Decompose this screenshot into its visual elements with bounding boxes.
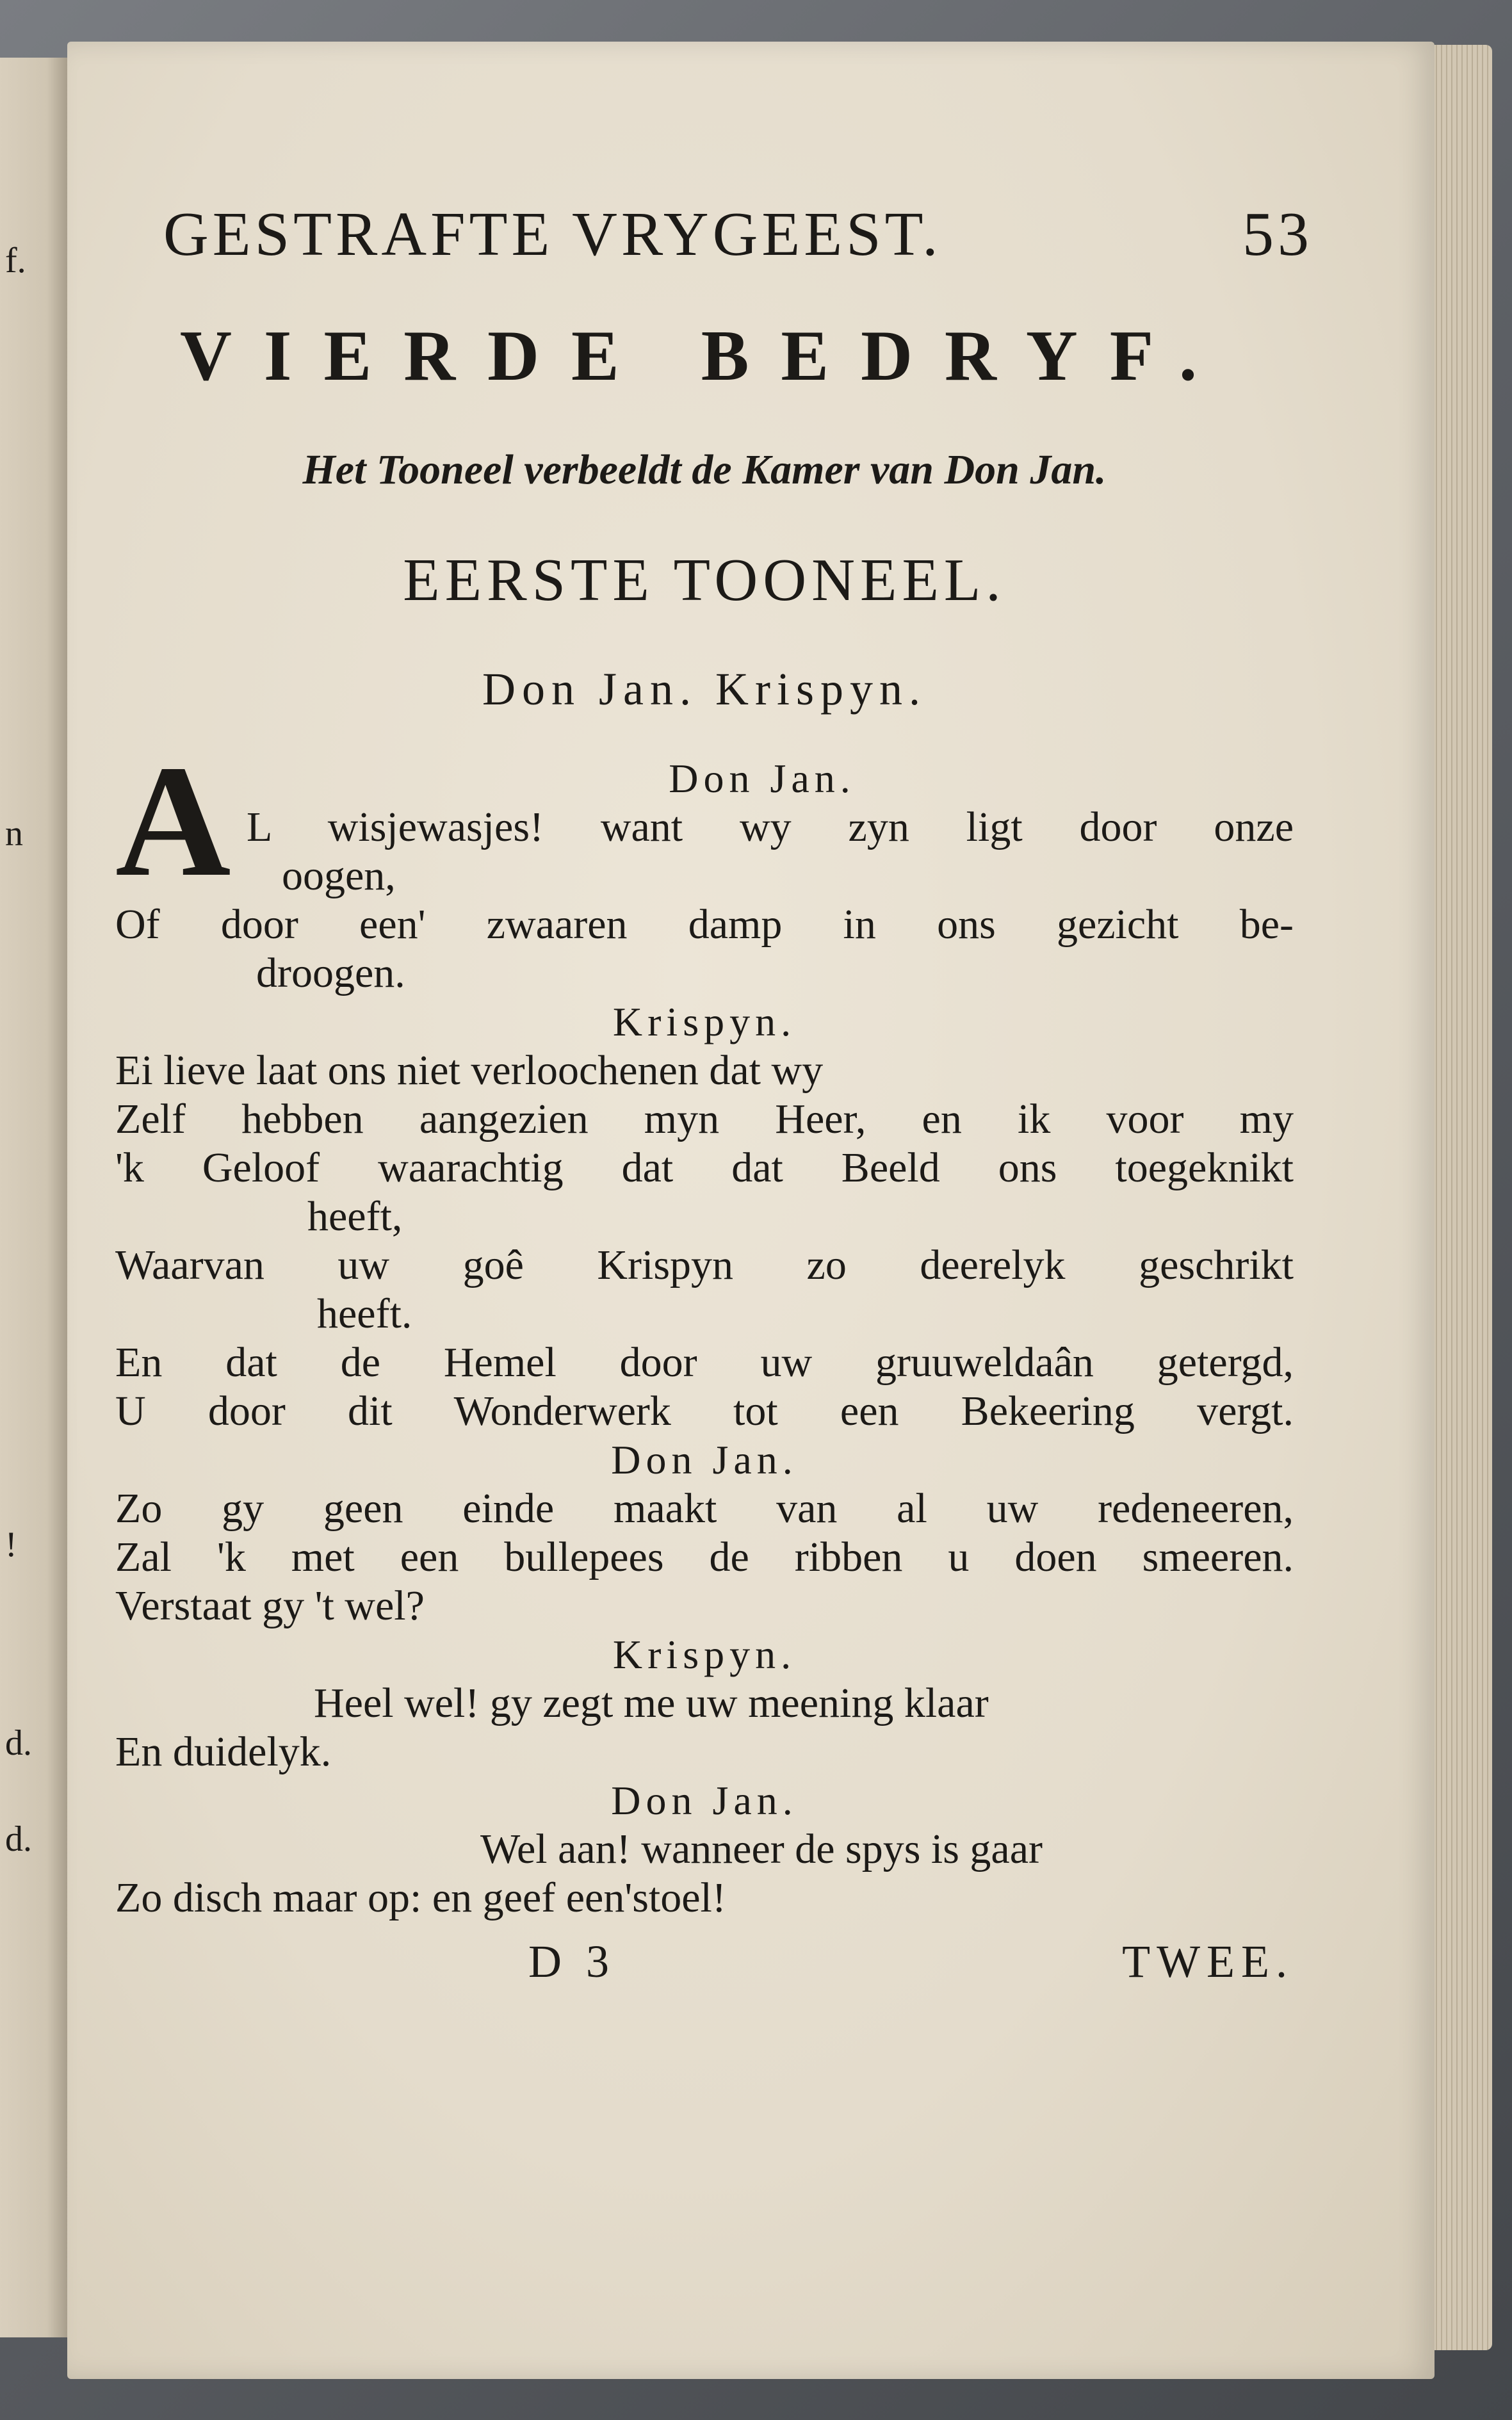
- verse-line: Zo gy geen einde maakt van al uw redeneeren,: [115, 1485, 1294, 1532]
- speaker-name: Don Jan.: [669, 756, 856, 801]
- character-list: Don Jan. Krispyn.: [482, 663, 927, 715]
- page-number: 53: [1242, 200, 1313, 269]
- page-footer: [115, 1935, 1294, 1988]
- left-page-fragment: f.: [5, 241, 26, 280]
- act-title: VIERDE BEDRYF.: [180, 316, 1229, 396]
- scene-title: EERSTE TOONEEL.: [403, 547, 1006, 613]
- verse-line: Zelf hebben aangezien myn Heer, en ik voor my: [115, 1096, 1294, 1142]
- verse-line: En dat de Hemel door uw gruuweldaân getergd,: [115, 1339, 1294, 1386]
- verse-line: L wisjewasjes! want wy zyn ligt door onze: [247, 804, 1294, 850]
- dialogue-block: [115, 1630, 1294, 1776]
- drop-cap: A: [115, 733, 231, 910]
- verse-line: droogen.: [256, 950, 405, 996]
- verse-line: Of door een' zwaaren damp in ons gezicht be-: [115, 901, 1294, 948]
- catchword: TWEE.: [1122, 1936, 1294, 1987]
- dialogue-block: [115, 1436, 1294, 1630]
- verse-line: heeft.: [317, 1290, 412, 1337]
- dialogue-block: [115, 1776, 1294, 1922]
- left-page-edge: [0, 58, 70, 2337]
- dialogue-block: [115, 733, 1294, 998]
- left-page-fragment: d.: [5, 1819, 32, 1859]
- book-page: [67, 42, 1435, 2379]
- verse-line: U door dit Wonderwerk tot een Bekeering vergt.: [115, 1388, 1294, 1434]
- left-page-fragment: n: [5, 814, 23, 854]
- scene-description: Het Tooneel verbeeldt de Kamer van Don Jan.: [302, 446, 1107, 493]
- speaker-name: Krispyn.: [612, 999, 797, 1044]
- running-head-title: GESTRAFTE VRYGEEST.: [163, 200, 942, 269]
- verse-line: Zo disch maar op: en geef een'stoel!: [115, 1874, 726, 1921]
- running-head: [163, 199, 1313, 270]
- signature-mark: D 3: [528, 1936, 615, 1987]
- verse-line: oogen,: [282, 852, 396, 899]
- dialogue-block: [115, 998, 1294, 1436]
- verse-line: Wel aan! wanneer de spys is gaar: [480, 1826, 1043, 1872]
- verse-line: Waarvan uw goê Krispyn zo deerelyk geschrikt: [115, 1242, 1294, 1288]
- verse-line: Verstaat gy 't wel?: [115, 1582, 425, 1629]
- left-page-fragment: !: [5, 1525, 17, 1564]
- verse-line: En duidelyk.: [115, 1728, 332, 1775]
- page-content: [115, 199, 1313, 1988]
- verse-line: Heel wel! gy zegt me uw meening klaar: [314, 1680, 989, 1726]
- verse-line: Ei lieve laat ons niet verloochenen dat wy: [115, 1047, 824, 1094]
- verse-line: 'k Geloof waarachtig dat dat Beeld ons toegeknikt: [115, 1144, 1294, 1191]
- speaker-name: Don Jan.: [611, 1778, 798, 1823]
- verse-line: Zal 'k met een bullepees de ribben u doen smeeren.: [115, 1534, 1294, 1580]
- verse-line: heeft,: [307, 1193, 403, 1240]
- speaker-name: Don Jan.: [611, 1437, 798, 1482]
- left-page-fragment: d.: [5, 1723, 32, 1763]
- speaker-name: Krispyn.: [612, 1632, 797, 1677]
